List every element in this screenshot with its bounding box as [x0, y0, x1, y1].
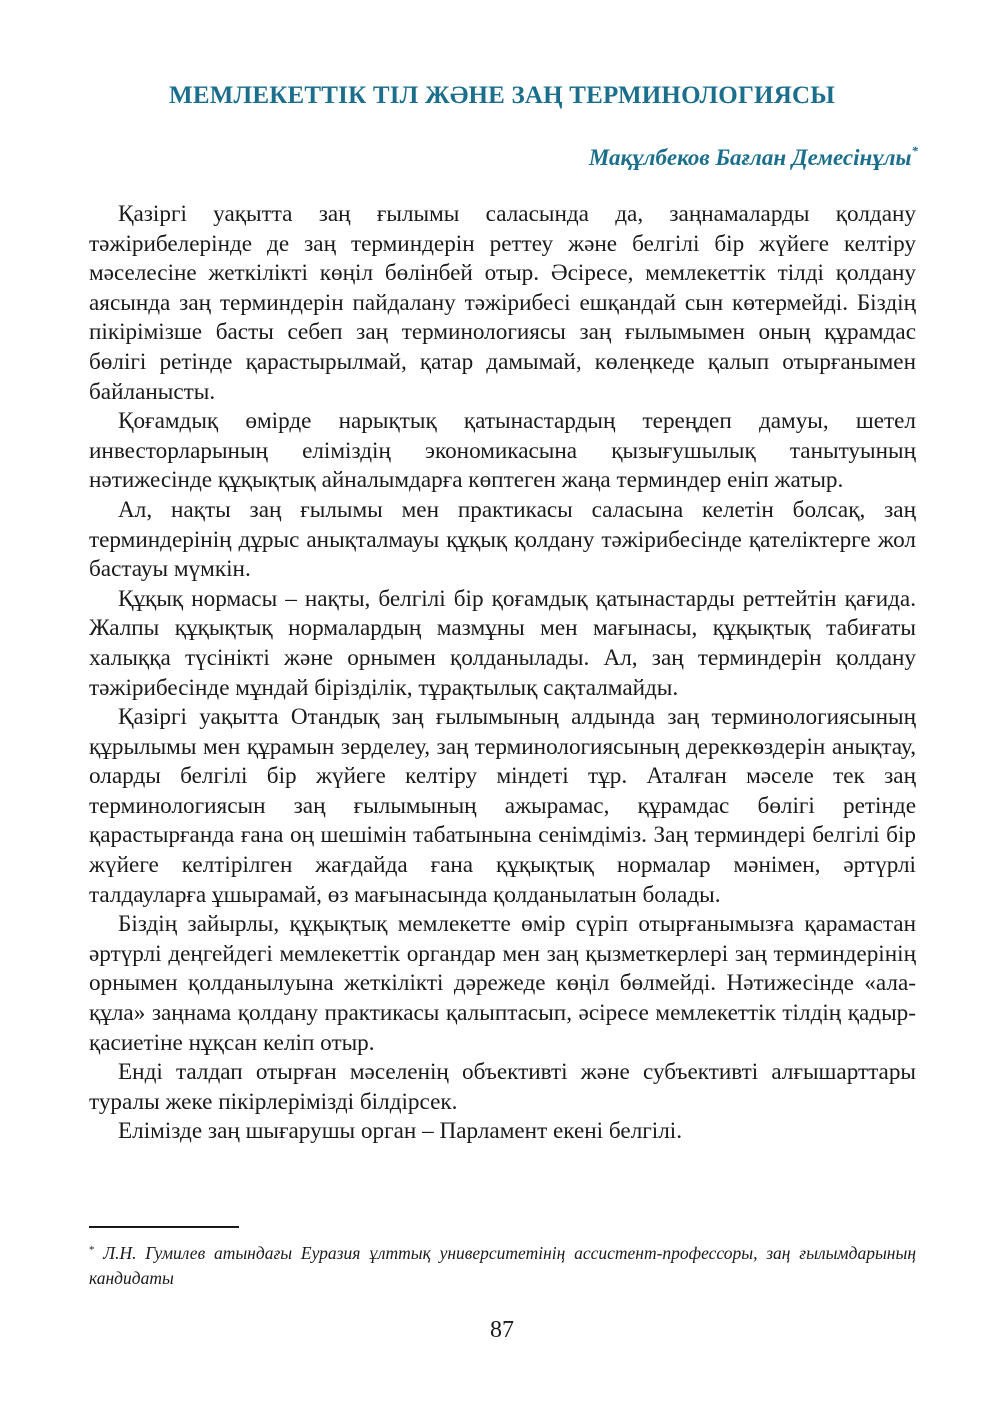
paragraph-3: Ал, нақты заң ғылымы мен практикасы саласына келетін болсақ, заң терминдерінің дұрыс анықталмауы құқық қолдану тәжірибесінде қателіктерге жол бастауы мүмкін.: [89, 496, 916, 583]
article-title: МЕМЛЕКЕТТІК ТІЛ ЖӘНЕ ЗАҢ ТЕРМИНОЛОГИЯСЫ: [169, 82, 835, 109]
author-name: Мақұлбеков Бағлан Демесінұлы: [588, 145, 912, 170]
footnote-mark: *: [89, 1244, 95, 1256]
author-footnote-mark: *: [911, 143, 918, 158]
paragraph-5: Қазіргі уақытта Отандық заң ғылымының алдында заң терминологиясының құрылымы мен құрамын зерделеу, заң терминологиясының дереккөздерін анықтау, оларды белгілі бір жүйеге келтіру міндеті тұр. Аталған мәселе тек заң терминологиясын заң ғылымының ажырамас, құрамдас бөлігі ретінде қарастырғанда ғана оң шешімін табатынына сенімдіміз. Заң терминдері белгілі бір жүйеге келтірілген жағдайда ғана құқықтық нормалар мәнімен, әртүрлі талдауларға ұшырамай, өз мағынасында қолданылатын болады.: [89, 704, 916, 908]
paragraph-6: Біздің зайырлы, құқықтық мемлекетте өмір сүріп отырғанымызға қарамастан әртүрлі деңгейдегі мемлекеттік органдар мен заң қызметкерлері заң терминдерінің орнымен қолданылуына жеткілікті дәрежеде көңіл бөлмейді. Нәтижесінде «ала-құла» заңнама қолдану практикасы қалыптасып, әсіресе мемлекеттік тілдің қадыр-қасиетіне нұқсан келіп отыр.: [89, 911, 916, 1056]
paragraph-2: Қоғамдық өмірде нарықтық қатынастардың тереңдеп дамуы, шетел инвесторларының еліміздің экономикасына қызығушылық танытуының нәтижесінде құқықтық айналымдарға көптеген жаңа терминдер еніп жатыр.: [89, 408, 916, 494]
page-number: 87: [490, 1317, 514, 1343]
footnote-divider: [89, 1226, 239, 1228]
paragraph-8: Елімізде заң шығарушы орган – Парламент екені белгілі.: [118, 1118, 683, 1145]
paragraph-1: Қазіргі уақытта заң ғылымы саласында да, заңнамаларды қолдану тәжірибелерінде де заң терминдерін реттеу және белгілі бір жүйеге келтіру мәселесіне жеткілікті көңіл бөлінбей отыр. Әсіресе, мемлекеттік тілді қолдану аясында заң терминдерін пайдалану тәжірибесі ешқандай сын көтермейді. Біздің пікірімізше басты себеп заң терминологиясы заң ғылымымен оның құрамдас бөлігі ретінде қарастырылмай, қатар дамымай, көлеңкеде қалып отырғанымен байланысты.: [89, 201, 916, 405]
paragraph-4: Құқық нормасы – нақты, белгілі бір қоғамдық қатынастарды реттейтін қағида. Жалпы құқықтық нормалардың мазмұны мен мағынасы, құқықтық табиғаты халыққа түсінікті және орнымен қолданылады. Ал, заң терминдерін қолдану тәжірибесінде мұндай бірізділік, тұрақтылық сақталмайды.: [89, 585, 916, 701]
paragraph-7: Енді талдап отырған мәселенің объективті және субъективті алғышарттары туралы жеке пікірлерімізді білдірсек.: [89, 1059, 916, 1115]
article-body: [89, 200, 916, 1147]
footnote: [89, 1238, 916, 1291]
author-line: [589, 143, 918, 171]
footnote-text: Л.Н. Гумилев атындағы Еуразия ұлттық университетінің ассистент-профессоры, заң ғылымдарының кандидаты: [89, 1243, 917, 1288]
